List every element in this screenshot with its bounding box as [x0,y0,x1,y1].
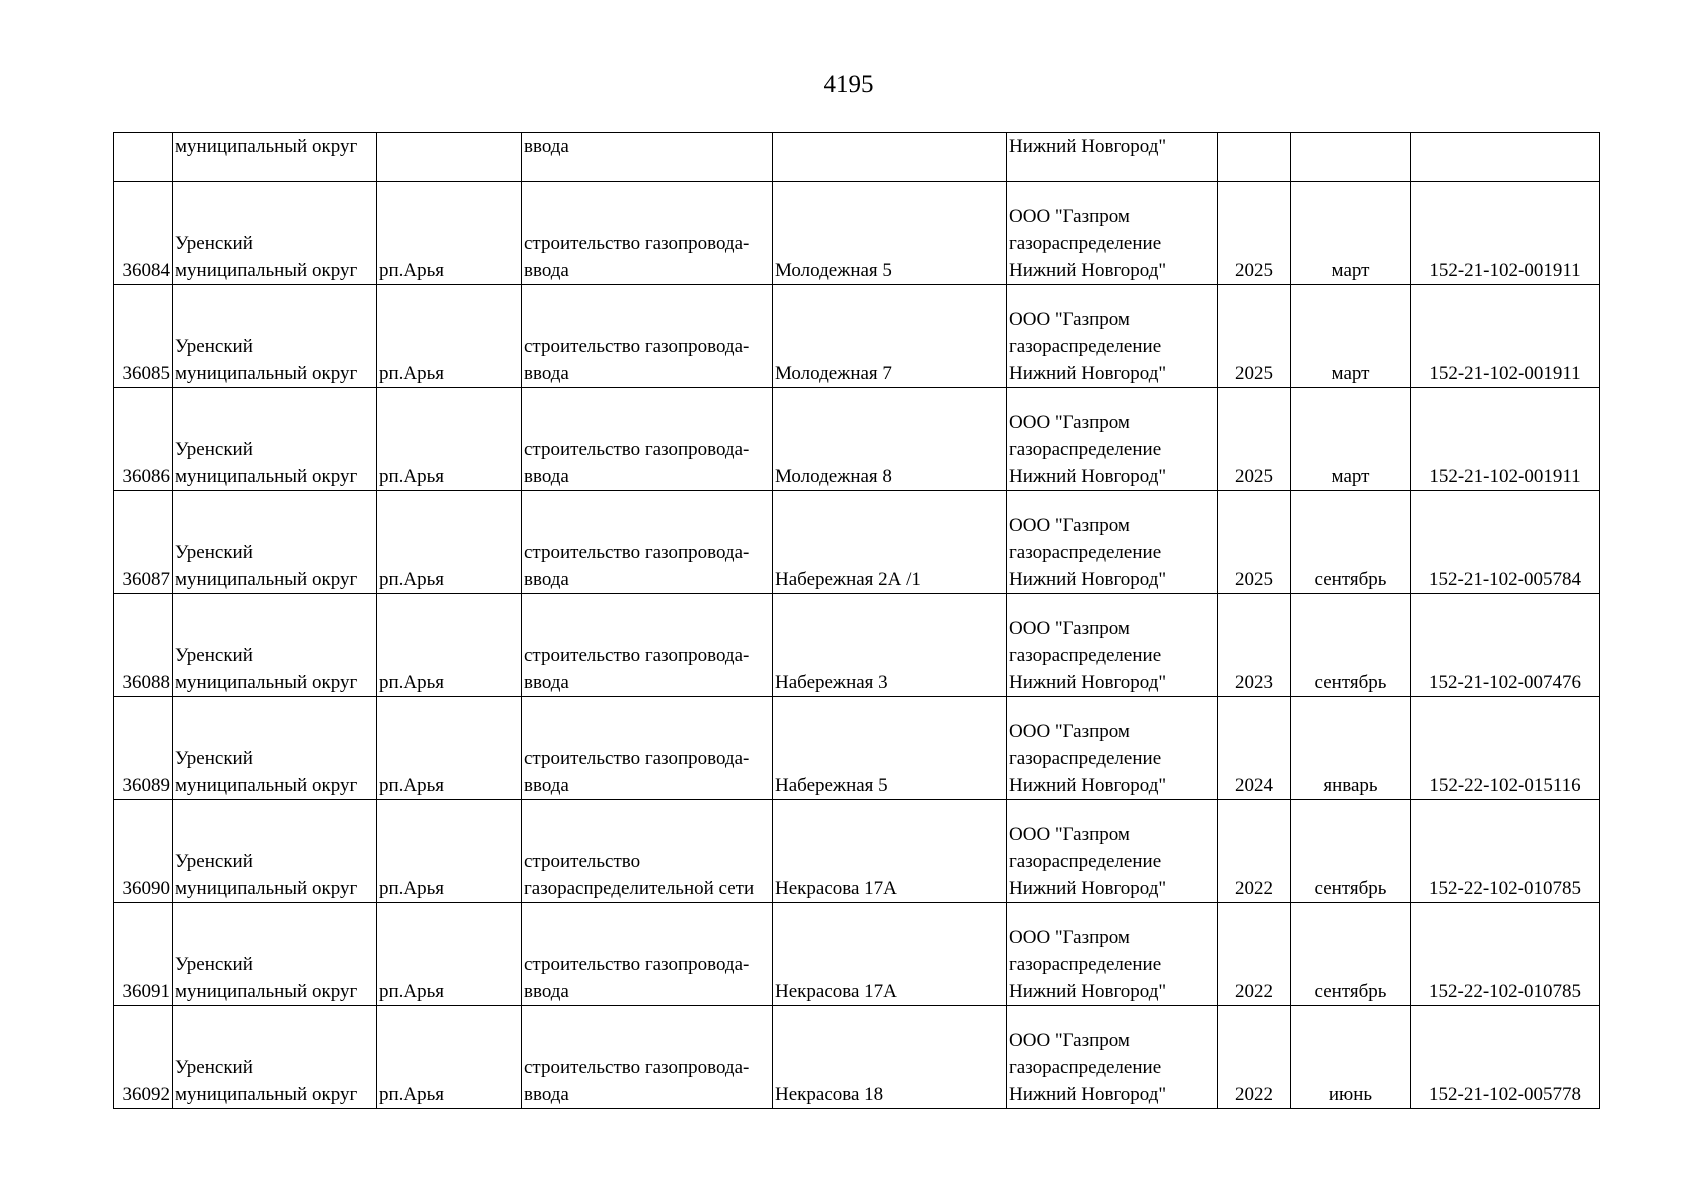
cell-num: 36090 [114,800,173,903]
cell-settlement: рп.Арья [377,594,522,697]
cell-settlement: рп.Арья [377,182,522,285]
org-line: газораспределение [1009,954,1162,975]
district-line: Уренский [175,336,253,357]
table-row [114,388,1600,491]
cell-work [522,1006,773,1109]
page-number: 4195 [823,71,874,98]
table-row [114,491,1600,594]
work-line: строительство газопровода- [524,233,750,254]
table-row [114,903,1600,1006]
work-line: ввода [524,981,569,1002]
work-line: строительство газопровода- [524,1057,750,1078]
cell-code: 152-21-102-001911 [1411,285,1600,388]
cell-district [173,800,377,903]
cell-work [522,594,773,697]
cell-settlement: рп.Арья [377,1006,522,1109]
cell-district [173,903,377,1006]
district-line: Уренский [175,439,253,460]
cell-month [1291,133,1411,182]
table-row [114,697,1600,800]
work-line: строительство газопровода- [524,336,750,357]
cell-settlement: рп.Арья [377,697,522,800]
cell-address [773,133,1007,182]
cell-address: Некрасова 17А [773,903,1007,1006]
cell-settlement: рп.Арья [377,800,522,903]
district-line: Уренский [175,954,253,975]
work-line: строительство газопровода- [524,645,750,666]
org-line: Нижний Новгород" [1009,260,1167,281]
org-line: Нижний Новгород" [1009,775,1167,796]
cell-work: ввода [522,133,773,182]
cell-org [1007,800,1218,903]
cell-month: сентябрь [1291,800,1411,903]
district-line: муниципальный округ [175,569,358,590]
work-line: газораспределительной сети [524,878,755,899]
cell-year: 2022 [1218,1006,1291,1109]
cell-settlement: рп.Арья [377,491,522,594]
table-body [114,133,1600,1109]
cell-address: Набережная 3 [773,594,1007,697]
org-line: ООО "Газпром [1009,412,1130,433]
org-line: Нижний Новгород" [1009,466,1167,487]
cell-year: 2025 [1218,182,1291,285]
org-line: газораспределение [1009,233,1162,254]
cell-month: июнь [1291,1006,1411,1109]
cell-work [522,388,773,491]
cell-district [173,182,377,285]
cell-code: 152-22-102-015116 [1411,697,1600,800]
cell-month: январь [1291,697,1411,800]
cell-settlement: рп.Арья [377,285,522,388]
district-line: Уренский [175,645,253,666]
district-line: Уренский [175,748,253,769]
cell-code: 152-21-102-001911 [1411,388,1600,491]
work-line: ввода [524,775,569,796]
cell-num: 36092 [114,1006,173,1109]
org-line: ООО "Газпром [1009,309,1130,330]
cell-num [114,133,173,182]
cell-month: март [1291,285,1411,388]
org-line: Нижний Новгород" [1009,672,1167,693]
cell-month: март [1291,182,1411,285]
district-line: муниципальный округ [175,1084,358,1105]
table-row [114,182,1600,285]
cell-code: 152-21-102-001911 [1411,182,1600,285]
org-line: ООО "Газпром [1009,515,1130,536]
cell-code: 152-21-102-005784 [1411,491,1600,594]
work-line: ввода [524,569,569,590]
org-line: ООО "Газпром [1009,721,1130,742]
district-line: муниципальный округ [175,775,358,796]
cell-code: 152-22-102-010785 [1411,800,1600,903]
org-line: Нижний Новгород" [1009,878,1167,899]
org-line: Нижний Новгород" [1009,363,1167,384]
work-line: строительство газопровода- [524,748,750,769]
cell-year: 2025 [1218,285,1291,388]
cell-address: Молодежная 8 [773,388,1007,491]
cell-address: Набережная 5 [773,697,1007,800]
cell-num: 36087 [114,491,173,594]
district-line: Уренский [175,233,253,254]
cell-year: 2023 [1218,594,1291,697]
cell-work [522,285,773,388]
work-line: ввода [524,1084,569,1105]
cell-num: 36086 [114,388,173,491]
org-line: газораспределение [1009,645,1162,666]
cell-address: Молодежная 5 [773,182,1007,285]
cell-num: 36089 [114,697,173,800]
cell-year: 2024 [1218,697,1291,800]
cell-year [1218,133,1291,182]
cell-settlement: рп.Арья [377,903,522,1006]
cell-org [1007,1006,1218,1109]
org-line: газораспределение [1009,439,1162,460]
district-line: муниципальный округ [175,466,358,487]
work-line: ввода [524,363,569,384]
org-line: ООО "Газпром [1009,206,1130,227]
cell-district [173,697,377,800]
org-line: ООО "Газпром [1009,618,1130,639]
cell-code: 152-22-102-010785 [1411,903,1600,1006]
cell-work [522,800,773,903]
cell-address: Набережная 2А /1 [773,491,1007,594]
cell-district: муниципальный округ [173,133,377,182]
cell-year: 2025 [1218,491,1291,594]
cell-month: март [1291,388,1411,491]
cell-settlement: рп.Арья [377,388,522,491]
org-line: газораспределение [1009,336,1162,357]
cell-month: сентябрь [1291,491,1411,594]
cell-year: 2022 [1218,800,1291,903]
cell-address: Молодежная 7 [773,285,1007,388]
work-line: строительство [524,851,641,872]
work-line: строительство газопровода- [524,954,750,975]
cell-district [173,285,377,388]
cell-org [1007,182,1218,285]
work-line: строительство газопровода- [524,439,750,460]
cell-org [1007,285,1218,388]
cell-code: 152-21-102-005778 [1411,1006,1600,1109]
table-row [114,800,1600,903]
cell-work [522,903,773,1006]
table-row [114,1006,1600,1109]
org-line: ООО "Газпром [1009,824,1130,845]
district-line: Уренский [175,542,253,563]
cell-month: сентябрь [1291,594,1411,697]
cell-org: Нижний Новгород" [1007,133,1218,182]
cell-address: Некрасова 18 [773,1006,1007,1109]
work-line: ввода [524,466,569,487]
cell-org [1007,388,1218,491]
cell-work [522,182,773,285]
district-line: Уренский [175,1057,253,1078]
cell-settlement [377,133,522,182]
continuation-row [114,133,1600,182]
org-line: ООО "Газпром [1009,1030,1130,1051]
district-line: муниципальный округ [175,672,358,693]
cell-work [522,491,773,594]
cell-district [173,388,377,491]
work-line: ввода [524,672,569,693]
table-row [114,594,1600,697]
cell-year: 2022 [1218,903,1291,1006]
cell-num: 36084 [114,182,173,285]
cell-year: 2025 [1218,388,1291,491]
district-line: муниципальный округ [175,878,358,899]
org-line: газораспределение [1009,1057,1162,1078]
cell-address: Некрасова 17А [773,800,1007,903]
org-line: газораспределение [1009,542,1162,563]
org-line: Нижний Новгород" [1009,981,1167,1002]
org-line: газораспределение [1009,851,1162,872]
cell-org [1007,903,1218,1006]
cell-month: сентябрь [1291,903,1411,1006]
cell-district [173,491,377,594]
cell-org [1007,491,1218,594]
cell-district [173,594,377,697]
org-line: ООО "Газпром [1009,927,1130,948]
cell-code [1411,133,1600,182]
cell-num: 36091 [114,903,173,1006]
table-row [114,285,1600,388]
cell-code: 152-21-102-007476 [1411,594,1600,697]
cell-num: 36088 [114,594,173,697]
work-line: ввода [524,260,569,281]
cell-work [522,697,773,800]
cell-org [1007,594,1218,697]
gas-pipeline-table [113,132,1600,1109]
district-line: муниципальный округ [175,260,358,281]
cell-district [173,1006,377,1109]
cell-num: 36085 [114,285,173,388]
org-line: газораспределение [1009,748,1162,769]
org-line: Нижний Новгород" [1009,569,1167,590]
district-line: Уренский [175,851,253,872]
org-line: Нижний Новгород" [1009,1084,1167,1105]
district-line: муниципальный округ [175,363,358,384]
district-line: муниципальный округ [175,981,358,1002]
cell-org [1007,697,1218,800]
work-line: строительство газопровода- [524,542,750,563]
